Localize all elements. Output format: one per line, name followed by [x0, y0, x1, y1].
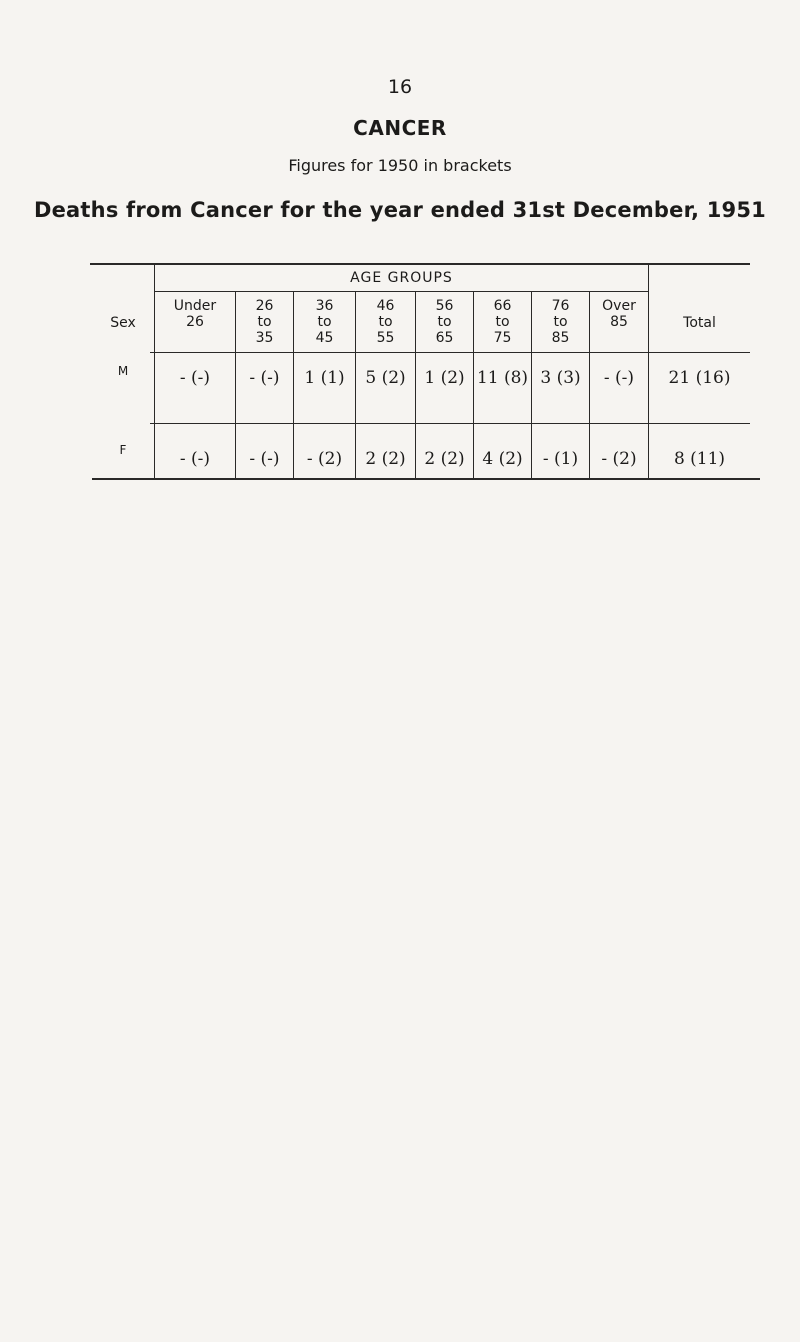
age-col-header: 76 to 85	[551, 298, 570, 346]
age-col-header: 46 to 55	[376, 298, 395, 346]
table-cell: 2 (2)	[424, 449, 465, 469]
page-number: 16	[387, 76, 413, 98]
table-cell: 1 (2)	[424, 368, 465, 388]
table-cell: 1 (1)	[304, 368, 345, 388]
table-cell: - (-)	[249, 449, 280, 469]
row-divider-rule	[150, 423, 750, 424]
age-col-header: 56 to 65	[435, 298, 454, 346]
total-header: Total	[683, 315, 716, 331]
age-groups-rule	[155, 291, 648, 292]
age-col-header: Under 26	[173, 298, 217, 330]
table-cell: 5 (2)	[365, 368, 406, 388]
row-label-female: F	[119, 443, 127, 457]
row-label-male: M	[117, 364, 129, 378]
section-title: CANCER	[353, 116, 447, 140]
table-cell: 3 (3)	[540, 368, 581, 388]
age-col-header: 66 to 75	[493, 298, 512, 346]
table-cell: - (-)	[179, 368, 211, 388]
age-col-header: Over 85	[602, 298, 636, 330]
table-title: Deaths from Cancer for the year ended 31st December, 1951	[33, 198, 766, 222]
table-cell: - (2)	[306, 449, 343, 469]
cancer-deaths-table	[0, 0, 800, 520]
header-bottom-rule	[150, 352, 750, 353]
table-cell: 11 (8)	[476, 368, 529, 388]
age-col-header: 26 to 35	[255, 298, 274, 346]
table-cell: - (1)	[542, 449, 579, 469]
age-groups-header: AGE GROUPS	[350, 270, 453, 286]
row-total: 21 (16)	[668, 368, 731, 388]
age-col-header: 36 to 45	[315, 298, 334, 346]
table-cell: 4 (2)	[482, 449, 523, 469]
table-cell: 2 (2)	[365, 449, 406, 469]
sex-header: Sex	[110, 315, 136, 331]
table-cell: - (-)	[603, 368, 635, 388]
table-cell: - (2)	[601, 449, 637, 469]
table-bottom-rule	[92, 478, 760, 480]
subtitle: Figures for 1950 in brackets	[288, 156, 512, 175]
table-top-rule	[90, 263, 750, 265]
table-cell: - (-)	[249, 368, 280, 388]
row-total: 8 (11)	[673, 449, 726, 469]
table-cell: - (-)	[179, 449, 211, 469]
